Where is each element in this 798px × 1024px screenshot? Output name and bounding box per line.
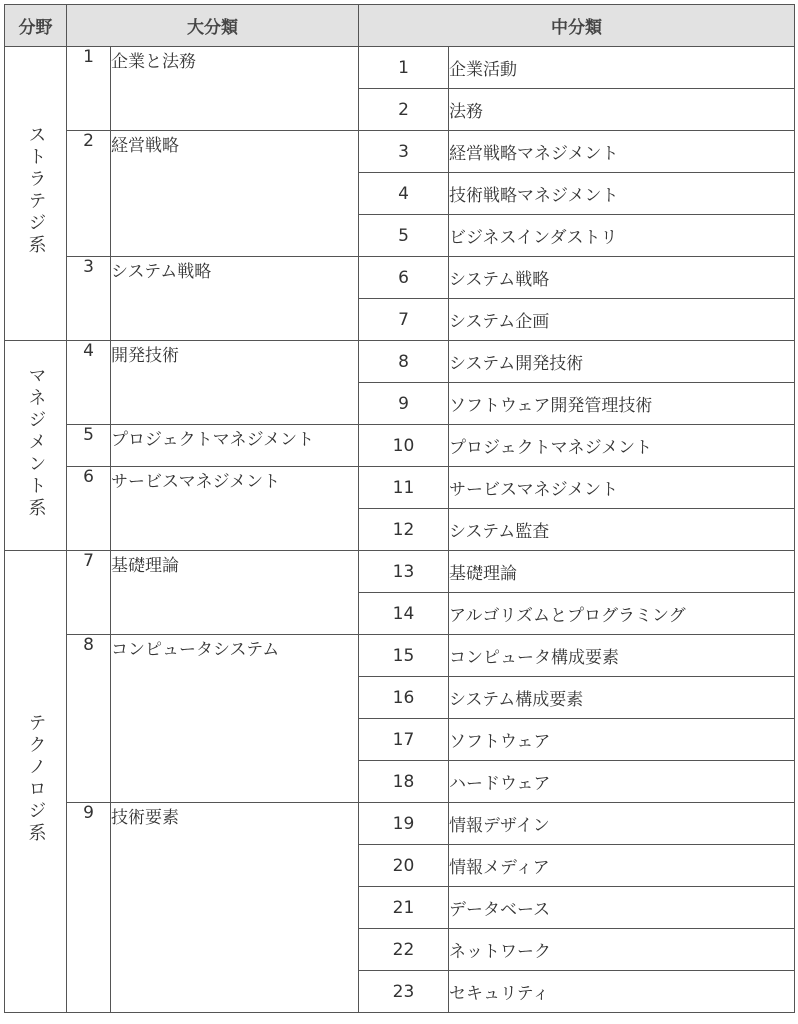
middle-number: 4 [359,173,449,215]
major-number: 8 [67,635,111,803]
table-row [5,803,795,845]
middle-number: 9 [359,383,449,425]
middle-name: システム監査 [449,509,795,551]
middle-number: 19 [359,803,449,845]
middle-number: 17 [359,719,449,761]
table-row [5,425,795,467]
middle-name: セキュリティ [449,971,795,1013]
middle-name: 情報デザイン [449,803,795,845]
major-name: 技術要素 [111,803,359,1013]
syllabus-table [4,4,795,1013]
middle-number: 1 [359,47,449,89]
major-number: 2 [67,131,111,257]
middle-number: 13 [359,551,449,593]
middle-name: システム開発技術 [449,341,795,383]
middle-number: 18 [359,761,449,803]
middle-name: ネットワーク [449,929,795,971]
middle-name: 基礎理論 [449,551,795,593]
table-body [5,47,795,1013]
middle-number: 15 [359,635,449,677]
middle-number: 21 [359,887,449,929]
middle-number: 14 [359,593,449,635]
middle-name: 技術戦略マネジメント [449,173,795,215]
major-name: プロジェクトマネジメント [111,425,359,467]
header-field: 分野 [5,5,67,47]
middle-number: 8 [359,341,449,383]
middle-name: ハードウェア [449,761,795,803]
middle-number: 22 [359,929,449,971]
middle-name: ソフトウェア [449,719,795,761]
field-cell [5,341,67,551]
major-number: 4 [67,341,111,425]
major-name: 企業と法務 [111,47,359,131]
table-row [5,551,795,593]
middle-number: 3 [359,131,449,173]
table-row [5,257,795,299]
middle-number: 7 [359,299,449,341]
major-number: 9 [67,803,111,1013]
major-number: 3 [67,257,111,341]
middle-number: 10 [359,425,449,467]
middle-number: 20 [359,845,449,887]
middle-number: 23 [359,971,449,1013]
header-middle: 中分類 [359,5,795,47]
table-row [5,467,795,509]
middle-number: 11 [359,467,449,509]
field-name: マネジメント系 [25,366,47,520]
major-number: 5 [67,425,111,467]
middle-name: コンピュータ構成要素 [449,635,795,677]
major-number: 6 [67,467,111,551]
table-row [5,47,795,89]
middle-name: システム構成要素 [449,677,795,719]
field-cell [5,551,67,1013]
middle-name: ビジネスインダストリ [449,215,795,257]
middle-number: 12 [359,509,449,551]
header-major: 大分類 [67,5,359,47]
middle-number: 16 [359,677,449,719]
middle-number: 5 [359,215,449,257]
table-row [5,341,795,383]
field-name: ストラテジ系 [25,125,47,257]
field-cell [5,47,67,341]
middle-name: 経営戦略マネジメント [449,131,795,173]
middle-name: サービスマネジメント [449,467,795,509]
major-name: 経営戦略 [111,131,359,257]
table-row [5,131,795,173]
field-name: テクノロジ系 [25,713,47,845]
middle-name: データベース [449,887,795,929]
major-number: 7 [67,551,111,635]
major-name: 開発技術 [111,341,359,425]
major-name: サービスマネジメント [111,467,359,551]
middle-name: 企業活動 [449,47,795,89]
middle-name: 法務 [449,89,795,131]
middle-name: システム戦略 [449,257,795,299]
middle-name: 情報メディア [449,845,795,887]
middle-number: 2 [359,89,449,131]
major-name: 基礎理論 [111,551,359,635]
major-name: システム戦略 [111,257,359,341]
major-number: 1 [67,47,111,131]
header-row [5,5,795,47]
table-row [5,635,795,677]
middle-name: アルゴリズムとプログラミング [449,593,795,635]
middle-name: プロジェクトマネジメント [449,425,795,467]
middle-name: システム企画 [449,299,795,341]
middle-number: 6 [359,257,449,299]
major-name: コンピュータシステム [111,635,359,803]
middle-name: ソフトウェア開発管理技術 [449,383,795,425]
